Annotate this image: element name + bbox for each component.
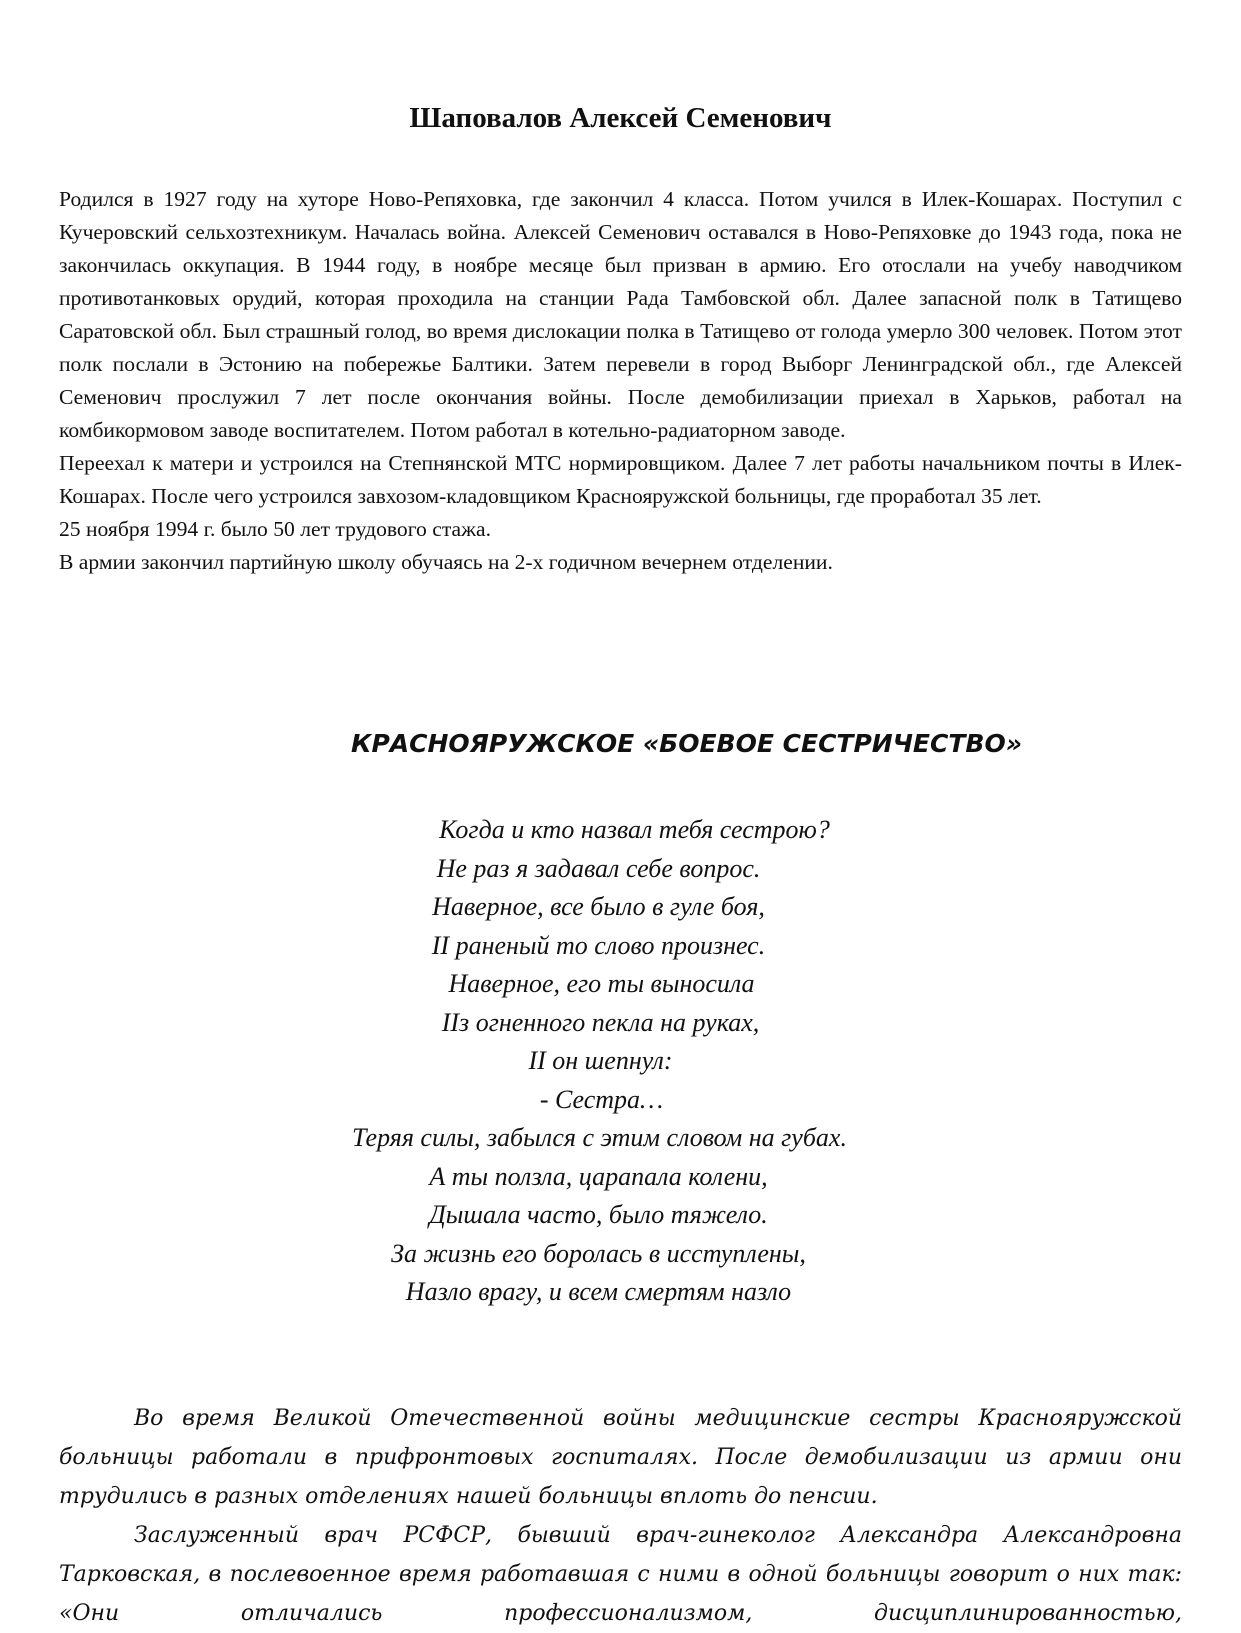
biography-paragraph: Переехал к матери и устроился на Степнянской МТС нормировщиком. Далее 7 лет работы начальником почты в Илек-Кошарах. После чего устроился завхозом-кладовщиком Краснояружской больницы, где проработал 35 лет. xyxy=(59,451,1182,508)
poem-line: IIз огненного пекла на руках, xyxy=(441,1007,760,1037)
poem-line: II раненый то слово произнес. xyxy=(431,930,766,960)
prose-paragraph: Заслуженный врач РСФСР, бывший врач-гинеколог Александра Александровна Тарковская, в послевоенное время работавшая с ними в одной больницы говорит о них так: «Они отличались профессионализмом, дисциплинированностью, xyxy=(59,1523,1182,1626)
poem xyxy=(0,811,1241,1312)
biography-text xyxy=(59,183,1182,579)
biography-paragraph: В армии закончил партийную школу обучаясь на 2-х годичном вечернем отделении. xyxy=(59,550,833,574)
prose-text xyxy=(59,1399,1182,1633)
poem-line: - Сестра… xyxy=(539,1084,664,1114)
poem-line: За жизнь его боролась в исступлены, xyxy=(391,1238,806,1268)
poem-line: Когда и кто назвал тебя сестрою? xyxy=(439,815,830,844)
biography-title: Шаповалов Алексей Семенович xyxy=(409,102,832,134)
poem-line: Назло врагу, и всем смертям назло xyxy=(405,1277,792,1306)
biography-paragraph: 25 ноября 1994 г. было 50 лет трудового стажа. xyxy=(59,517,492,541)
poem-line: II он шепнул: xyxy=(528,1046,673,1075)
poem-line: А ты ползла, царапала колени, xyxy=(429,1161,768,1191)
biography-paragraph: Родился в 1927 году на хуторе Ново-Репяховка, где закончил 4 класса. Потом учился в Илек-Кошарах. Поступил с Кучеровский сельхозтехникум. Началась война. Алексей Семенович оставался в Ново-Репяховке до 1943 года, пока не закончилась оккупация. В 1944 году, в ноябре месяце был призван в армию. Его отослали на учебу наводчиком противотанковых орудий, которая проходила на станции Рада Тамбовской обл. Далее запасной полк в Татищево Саратовской обл. Был страшный голод, во время дислокации полка в Татищево от голода умерло 300 человек. Потом этот полк послали в Эстонию на побережье Балтики. Затем перевели в город Выборг Ленинградской обл., где Алексей Семенович прослужил 7 лет после окончания войны. После демобилизации приехал в Харьков, работал на комбикормовом заводе воспитателем. Потом работал в котельно-радиаторном заводе. xyxy=(59,187,1182,442)
poem-line: Наверное, его ты выносила xyxy=(448,969,755,998)
section-title: КРАСНОЯРУЖСКОЕ «БОЕВОЕ СЕСТРИЧЕСТВО» xyxy=(351,729,1022,758)
poem-line: Теряя силы, забылся с этим словом на губах. xyxy=(352,1123,847,1152)
poem-line: Дышала часто, было тяжело. xyxy=(429,1200,768,1229)
prose-paragraph: Во время Великой Отечественной войны медицинские сестры Краснояружской больницы работали в прифронтовых госпиталях. После демобилизации из армии они трудились в разных отделениях нашей больницы вплоть до пенсии. xyxy=(59,1406,1182,1509)
poem-line: Наверное, все было в гуле боя, xyxy=(432,892,765,921)
poem-line: Не раз я задавал себе вопрос. xyxy=(436,853,761,883)
